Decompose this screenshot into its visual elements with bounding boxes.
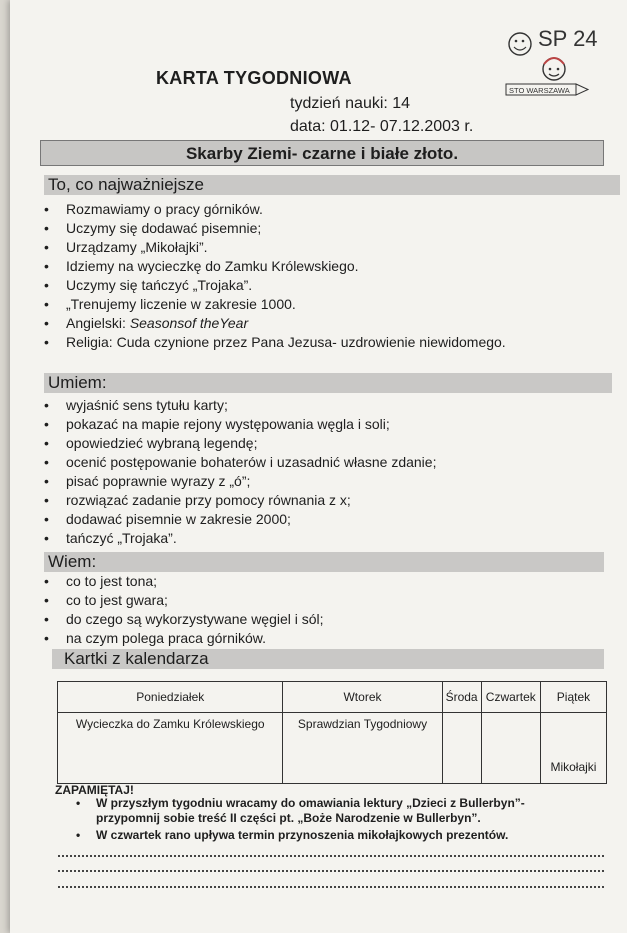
cell-monday: Wycieczka do Zamku Królewskiego [58,713,283,784]
list-item: • rozwiązać zadanie przy pomocy równania z x; [40,491,436,510]
cell-friday: Mikołajki [540,713,606,784]
section-heading-can: Umiem: [44,373,612,393]
day-thursday: Czwartek [481,682,540,713]
english-topic: Seasonsof theYear [129,315,249,331]
remember-list [70,796,570,845]
remember-title: ZAPAMIĘTAJ! [55,783,134,797]
list-item: • co to jest gwara; [40,591,324,610]
cell-thursday [481,713,540,784]
list-item: • Uczymy się dodawać pisemnie; [40,219,506,238]
day-tuesday: Wtorek [283,682,442,713]
calendar-table [57,681,607,784]
list-item: • W przyszłym tygodniu wracamy do omawiania lektury „Dzieci z Bullerbyn”- przypomnij sobie treść II części pt. „Boże Narodzenie w Bullerbyn”. [70,796,570,826]
dotted-line [58,886,604,888]
section-heading-calendar: Kartki z kalendarza [52,649,604,669]
list-item: • Idziemy na wycieczkę do Zamku Królewskiego. [40,257,506,276]
list-item: • na czym polega praca górników. [40,629,324,648]
dotted-line [58,870,604,872]
list-item: • Religia: Cuda czynione przez Pana Jezusa- uzdrowienie niewidomego. [40,333,506,352]
can-list [40,396,436,548]
worksheet-page [10,0,627,933]
list-item: • do czego są wykorzystywane węgiel i sól; [40,610,324,629]
list-item: • opowiedzieć wybraną legendę; [40,434,436,453]
day-wednesday: Środa [442,682,481,713]
cell-wednesday [442,713,481,784]
important-list [40,200,506,352]
topic-banner: Skarby Ziemi- czarne i białe złoto. [40,140,604,166]
dotted-line [58,855,604,857]
list-item-english [40,314,506,333]
list-item: • pokazać na mapie rejony występowania węgla i soli; [40,415,436,434]
section-heading-know: Wiem: [44,552,604,572]
list-item: • co to jest tona; [40,572,324,591]
list-item: • W czwartek rano upływa termin przynoszenia mikołajkowych prezentów. [70,828,570,843]
english-label: Angielski: [66,315,130,331]
list-item: • Urządzamy „Mikołajki”. [40,238,506,257]
day-monday: Poniedziałek [58,682,283,713]
logo-text: SP 24 [538,26,598,51]
list-item: • ocenić postępowanie bohaterów i uzasadnić własne zdanie; [40,453,436,472]
list-item: • pisać poprawnie wyrazy z „ó”; [40,472,436,491]
date-range: data: 01.12- 07.12.2003 r. [290,118,474,135]
logo-subtext: STO WARSZAWA [509,86,570,95]
know-list [40,572,324,648]
section-heading-important: To, co najważniejsze [44,175,620,195]
list-item: • Uczymy się tańczyć „Trojaka”. [40,276,506,295]
school-logo [500,14,600,96]
table-row [58,713,607,784]
list-item: • wyjaśnić sens tytułu karty; [40,396,436,415]
day-friday: Piątek [540,682,606,713]
week-number: tydzień nauki: 14 [290,95,411,112]
list-item: • tańczyć „Trojaka”. [40,529,436,548]
page-title: KARTA TYGODNIOWA [156,68,352,88]
list-item: • „Trenujemy liczenie w zakresie 1000. [40,295,506,314]
cell-tuesday: Sprawdzian Tygodniowy [283,713,442,784]
list-item: • dodawać pisemnie w zakresie 2000; [40,510,436,529]
list-item: • Rozmawiamy o pracy górników. [40,200,506,219]
table-header-row [58,682,607,713]
